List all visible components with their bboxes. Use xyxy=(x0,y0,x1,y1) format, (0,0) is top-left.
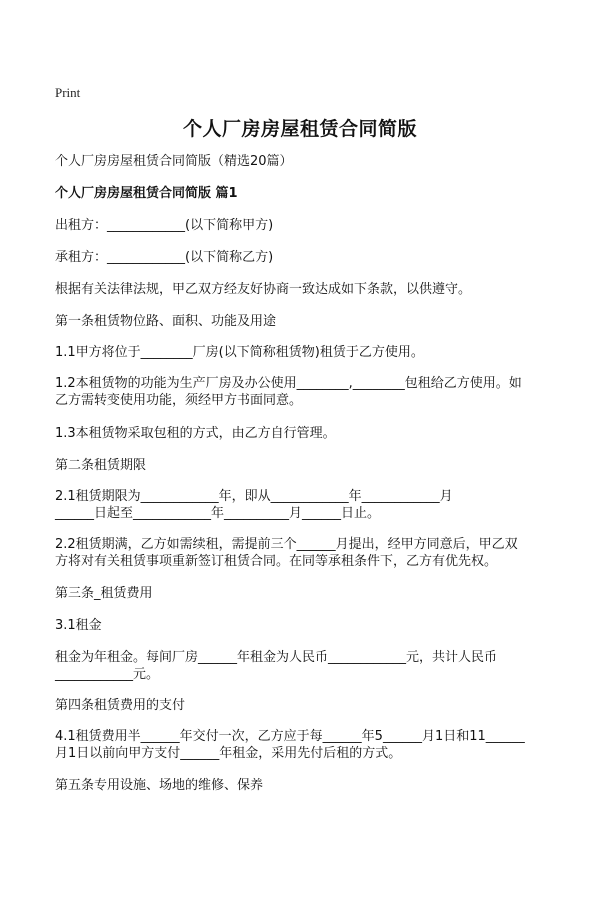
clause-3-1: 3.1租金 xyxy=(55,618,102,633)
clause-4-1-line-2: 月1日以前向甲方支付______年租金，采用先付后租的方式。 xyxy=(55,746,402,761)
clause-1-1: 1.1甲方将位于________厂房(以下简称租赁物)租赁于乙方使用。 xyxy=(55,345,424,360)
rent-line-1: 租金为年租金。每间厂房______年租金为人民币____________元，共计人民币 xyxy=(55,650,498,665)
lessor-line: 出租方：____________(以下简称甲方) xyxy=(55,218,274,233)
clause-2-2-line-2: 方将对有关租赁事项重新签订租赁合同。在同等承租条件下，乙方有优先权。 xyxy=(55,554,498,569)
article-3-title: 第三条_租赁费用 xyxy=(55,586,153,601)
document-title: 个人厂房房屋租赁合同简版 xyxy=(182,118,417,140)
article-4-title: 第四条租赁费用的支付 xyxy=(55,698,186,713)
print-label: Print xyxy=(55,85,81,100)
preamble-paragraph: 根据有关法律法规，甲乙双方经友好协商一致达成如下条款，以供遵守。 xyxy=(55,282,472,297)
clause-1-2-line-2: 乙方需转变使用功能，须经甲方书面同意。 xyxy=(55,393,303,408)
article-1-title: 第一条租赁物位路、面积、功能及用途 xyxy=(55,314,277,329)
clause-1-2-line-1: 1.2本租赁物的功能为生产厂房及办公使用________,________包租给乙方使用。如 xyxy=(55,376,522,391)
article-5-title: 第五条专用设施、场地的维修、保养 xyxy=(55,778,264,793)
clause-4-1-line-1: 4.1租赁费用半______年交付一次，乙方应于每______年5______月1日和11______ xyxy=(55,729,525,744)
clause-1-3: 1.3本租赁物采取包租的方式，由乙方自行管理。 xyxy=(55,426,336,441)
clause-2-2-line-1: 2.2租赁期满，乙方如需续租，需提前三个______月提出，经甲方同意后，甲乙双 xyxy=(55,537,518,552)
lessee-line: 承租方：____________(以下简称乙方) xyxy=(55,250,274,265)
subtitle: 个人厂房房屋租赁合同简版（精选20篇） xyxy=(55,154,293,169)
article-2-title: 第二条租赁期限 xyxy=(55,458,147,473)
clause-2-1-line-2: ______日起至____________年__________月______日止。 xyxy=(55,506,381,521)
clause-2-1-line-1: 2.1租赁期限为____________年，即从____________年____________月 xyxy=(55,489,453,504)
section-heading: 个人厂房房屋租赁合同简版 篇1 xyxy=(55,186,238,201)
rent-line-2: ____________元。 xyxy=(55,667,160,682)
